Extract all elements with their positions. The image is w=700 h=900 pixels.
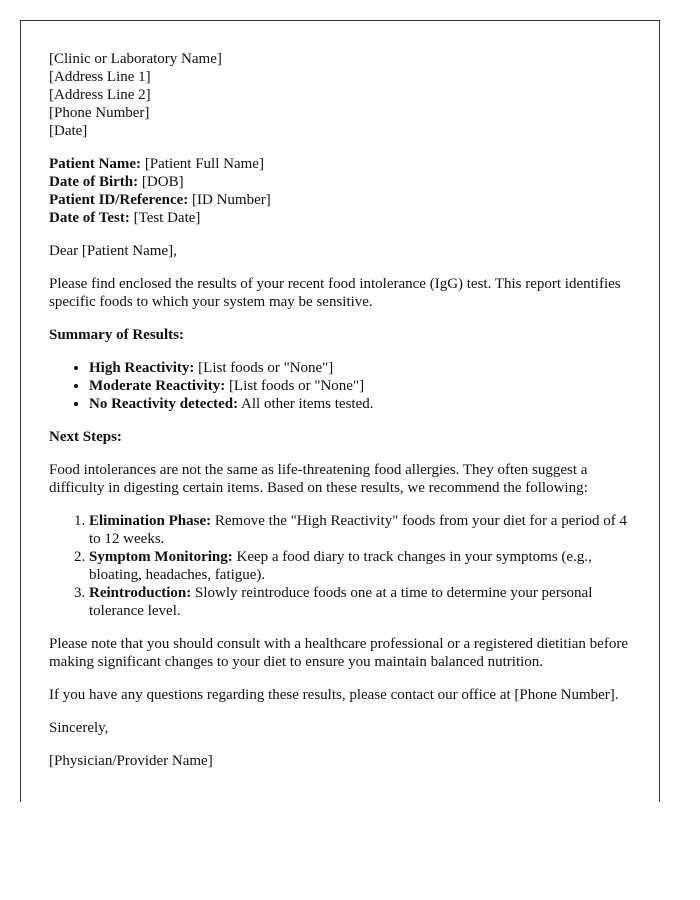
summary-item-text: [List foods or "None"] — [194, 360, 334, 376]
patient-id-value: [ID Number] — [188, 192, 271, 208]
step-item — [89, 512, 631, 548]
salutation: Dear [Patient Name], — [49, 243, 177, 259]
next-steps-heading — [49, 428, 631, 446]
letter-date: [Date] — [49, 123, 88, 139]
step-text: Keep a food diary to track changes in your symptoms (e.g., bloating, headaches, fatigue). — [89, 549, 592, 583]
step-label: Symptom Monitoring: — [89, 549, 233, 565]
patient-name-label: Patient Name: — [49, 156, 142, 172]
next-steps-intro: Food intolerances are not the same as life-threatening food allergies. They often suggest a difficulty in digesting certain items. Based on these results, we recommend the following: — [49, 462, 588, 496]
address-line-2: [Address Line 2] — [49, 87, 151, 103]
letter-page — [20, 20, 660, 802]
step-item — [89, 584, 631, 620]
test-date-label: Date of Test: — [49, 210, 130, 226]
step-item — [89, 548, 631, 584]
summary-item — [89, 395, 631, 413]
summary-heading — [49, 326, 631, 344]
summary-item-text: All other items tested. — [238, 396, 374, 412]
summary-heading-text: Summary of Results: — [49, 327, 184, 343]
signature: [Physician/Provider Name] — [49, 753, 213, 769]
step-text: Slowly reintroduce foods one at a time to determine your personal tolerance level. — [89, 585, 593, 619]
closing: Sincerely, — [49, 720, 109, 736]
summary-item — [89, 377, 631, 395]
clinic-name: [Clinic or Laboratory Name] — [49, 51, 222, 67]
next-steps-heading-text: Next Steps: — [49, 429, 122, 445]
step-text: Remove the "High Reactivity" foods from your diet for a period of 4 to 12 weeks. — [89, 513, 628, 547]
step-label: Elimination Phase: — [89, 513, 212, 529]
summary-item-label: No Reactivity detected: — [89, 396, 239, 412]
dob-label: Date of Birth: — [49, 174, 139, 190]
step-label: Reintroduction: — [89, 585, 192, 601]
next-steps-list — [49, 512, 631, 620]
patient-name-value: [Patient Full Name] — [141, 156, 264, 172]
patient-info — [49, 155, 631, 227]
intro-paragraph: Please find enclosed the results of your recent food intolerance (IgG) test. This report identifies specific foods to which your system may be sensitive. — [49, 276, 621, 310]
patient-name — [49, 155, 631, 173]
test-date-value: [Test Date] — [129, 210, 201, 226]
date-of-test — [49, 209, 631, 227]
phone-number: [Phone Number] — [49, 105, 150, 121]
date-of-birth — [49, 173, 631, 191]
address-line-1: [Address Line 1] — [49, 69, 151, 85]
contact-paragraph: If you have any questions regarding these results, please contact our office at [Phone Number]. — [49, 687, 619, 703]
summary-item — [89, 359, 631, 377]
dob-value: [DOB] — [138, 174, 184, 190]
note-paragraph: Please note that you should consult with a healthcare professional or a registered dietitian before making significant changes to your diet to ensure you maintain balanced nutrition. — [49, 636, 628, 670]
patient-id — [49, 191, 631, 209]
patient-id-label: Patient ID/Reference: — [49, 192, 189, 208]
summary-item-text: [List foods or "None"] — [225, 378, 365, 394]
summary-item-label: High Reactivity: — [89, 360, 195, 376]
letterhead — [49, 50, 631, 140]
summary-list — [49, 359, 631, 413]
summary-item-label: Moderate Reactivity: — [89, 378, 226, 394]
